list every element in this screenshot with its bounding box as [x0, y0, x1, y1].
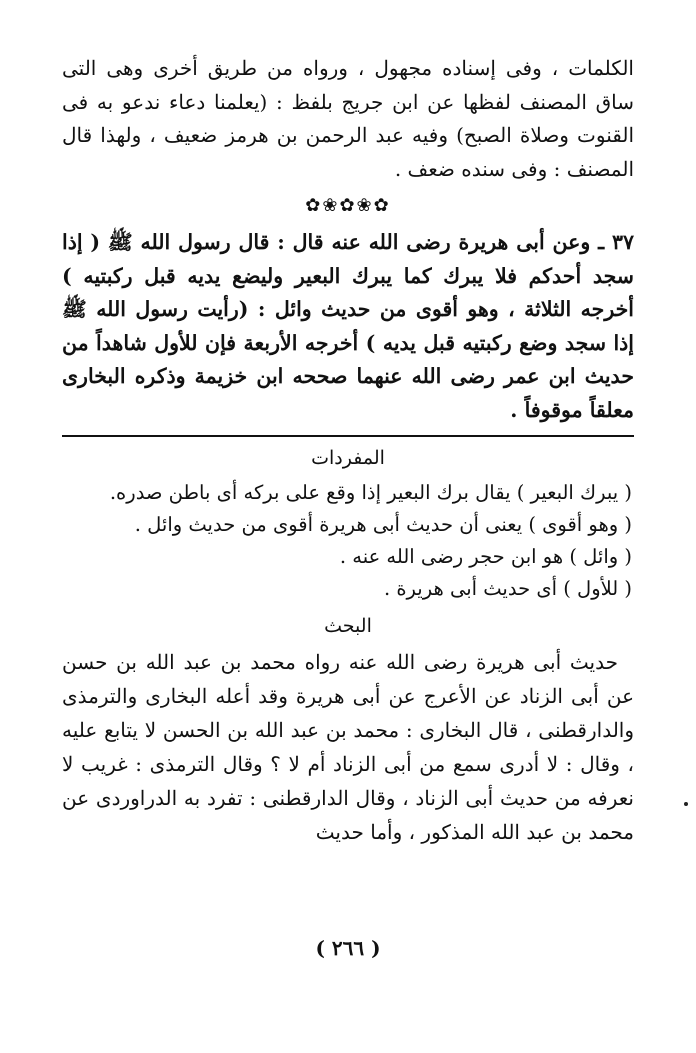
- vocabulary-heading: المفردات: [311, 447, 385, 469]
- discussion-paragraph: حديث أبى هريرة رضى الله عنه رواه محمد بن عبد الله بن حسن عن أبى الزناد عن الأعرج عن أبى هريرة وقد أعله البخارى والترمذى والدارقطنى ، قال البخارى : محمد بن عبد الله بن الحسن لا يتابع عليه ، وقال : لا أدرى سمع من أبى الزناد أم لا ؟ وقال الترمذى : غريب لا نعرفه من حديث أبى الزناد ، وقال الدارقطنى : تفرد به الدراوردى عن محمد بن عبد الله المذكور ، وأما حديث: [62, 650, 634, 844]
- hadith-paragraph: ٣٧ ـ وعن أبى هريرة رضى الله عنه قال : قال رسول الله ﷺ ( إذا سجد أحدكم فلا يبرك كما يبرك البعير وليضع يديه قبل ركبتيه ) أخرجه الثلاثة ، وهو أقوى من حديث وائل : (رأيت رسول الله ﷺ إذا سجد وضع ركبتيه قبل يديه ) أخرجه الأربعة فإن للأول شاهداً من حديث ابن عمر رضى الله عنهما صححه ابن خزيمة وذكره البخارى معلقاً موقوفاً .: [62, 230, 634, 422]
- vocabulary-item: ( وائل ) هو ابن حجر رضى الله عنه .: [339, 545, 632, 568]
- vocabulary-item: ( يبرك البعير ) يقال برك البعير إذا وقع على بركه أى باطن صدره.: [109, 481, 632, 504]
- vocabulary-list: [62, 477, 634, 605]
- intro-paragraph: الكلمات ، وفى إسناده مجهول ، ورواه من طريق أخرى وهى التى ساق المصنف لفظها عن ابن جريج بلفظ : (يعلمنا دعاء ندعو به فى القنوت وصلاة الصبح) وفيه عبد الرحمن بن هرمز ضعيف ، ولهذا قال المصنف : وفى سنده ضعف .: [62, 56, 634, 181]
- vocabulary-item: ( وهو أقوى ) يعنى أن حديث أبى هريرة أقوى من حديث وائل .: [134, 513, 632, 536]
- margin-dot: [684, 802, 688, 806]
- ornament-divider: ✿❀✿❀✿: [305, 195, 391, 216]
- page-number: ( ٢٦٦ ): [315, 936, 381, 960]
- vocabulary-item: ( للأول ) أى حديث أبى هريرة .: [383, 577, 632, 600]
- discussion-heading: البحث: [324, 615, 372, 637]
- page-content: [62, 52, 634, 1012]
- horizontal-rule: [62, 435, 634, 437]
